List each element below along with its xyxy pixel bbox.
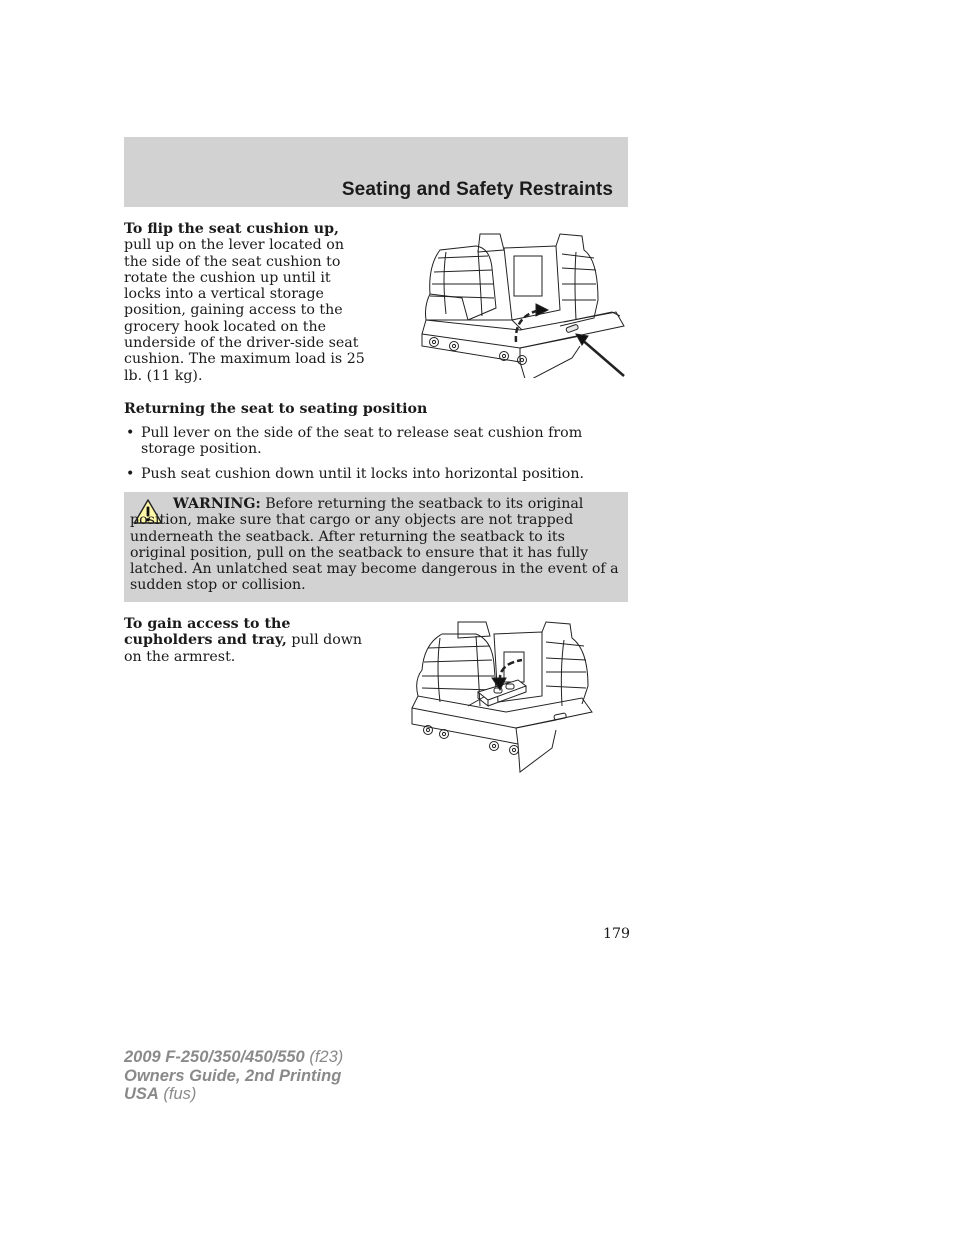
flip-seat-lead: To flip the seat cushion up,	[124, 221, 339, 237]
returning-seat-steps	[124, 425, 628, 490]
footer-market-code: (fus)	[158, 1085, 197, 1103]
footer-line-3	[124, 1085, 343, 1104]
warning-body: Before returning the seatback to its original position, make sure that cargo or any objects are not trapped underneath the seatback. After returning the seatback to its original position, pull on the seatback to ensure that it has fully latched. An unlatched seat may become dangerous in the event of a sudden stop or collision.	[130, 496, 619, 594]
footer-market: USA	[124, 1085, 159, 1103]
bullet-dot: •	[126, 425, 135, 441]
list-item	[124, 466, 628, 482]
cupholder-paragraph	[124, 616, 380, 665]
page-number: 179	[603, 926, 631, 942]
footer-line-2: Owners Guide, 2nd Printing	[124, 1066, 342, 1085]
flip-seat-body: pull up on the lever located on the side of the seat cushion to rotate the cushion up until it locks into a vertical storage position, gaining access to the grocery hook located on the underside of the driver-side seat cushion. The maximum load is 25 lb. (11 kg).	[124, 237, 365, 384]
warning-box	[124, 492, 628, 602]
warning-text	[130, 496, 622, 594]
footer-model-code: (f23)	[304, 1048, 344, 1066]
cupholder-lead: To gain access to the cupholders and tray,	[124, 616, 291, 649]
armrest-illustration	[406, 620, 596, 776]
bullet-dot: •	[126, 465, 135, 482]
footer-model: 2009 F-250/350/450/550	[124, 1048, 305, 1066]
list-item-text: Push seat cushion down until it locks into horizontal position.	[141, 465, 584, 482]
list-item-text: Pull lever on the side of the seat to release seat cushion from storage position.	[141, 425, 583, 458]
section-header-band	[124, 137, 628, 207]
document-footer	[124, 1048, 343, 1104]
footer-line-1	[124, 1048, 343, 1067]
list-item	[124, 425, 628, 458]
flip-seat-paragraph	[124, 221, 370, 384]
returning-seat-heading: Returning the seat to seating position	[124, 401, 428, 417]
cupholder-body: pull down on the armrest.	[124, 632, 363, 665]
seat-flip-illustration	[416, 228, 628, 378]
warning-label: WARNING:	[173, 496, 261, 512]
section-title: Seating and Safety Restraints	[341, 179, 613, 200]
